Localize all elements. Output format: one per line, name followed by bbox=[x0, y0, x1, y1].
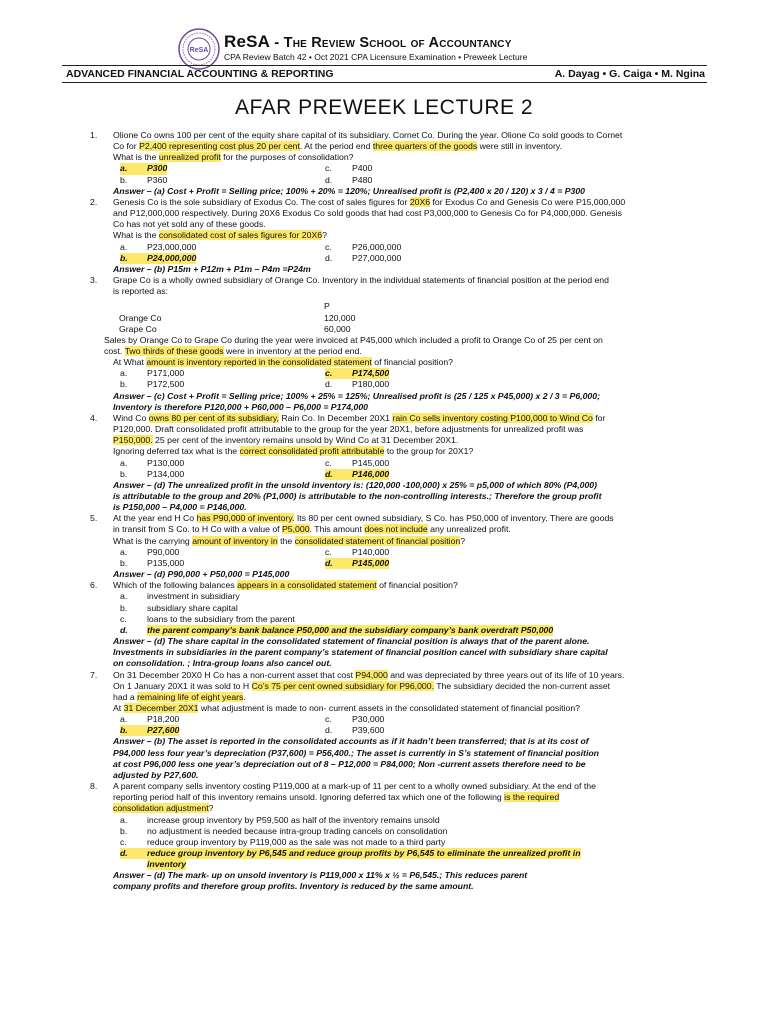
option-a: P23,000,000 bbox=[147, 241, 197, 252]
question-text: Co has not yet sold any of these goods. bbox=[113, 219, 266, 230]
answer-text: on consolidation. ; Intra-group loans also cancel out. bbox=[113, 658, 332, 669]
option-c: P400 bbox=[352, 163, 373, 174]
question-text: Wind Co owns 80 per cent of its subsidiary, Rain Co. In December 20X1 rain Co sells inventory costing P100,000 to Wind Co for bbox=[113, 412, 606, 423]
options-row: b. P134,000 d. P146,000 bbox=[120, 468, 390, 479]
question-3 bbox=[0, 275, 768, 413]
question-prompt: What is the unrealized profit for the purposes of consolidation? bbox=[113, 152, 354, 163]
options-row: a. P171,000 c. P174,500 bbox=[120, 368, 390, 379]
question-prompt: What is the carrying amount of inventory in the consolidated statement of financial position? bbox=[113, 535, 466, 546]
question-prompt: What is the consolidated cost of sales figures for 20X6? bbox=[113, 230, 327, 241]
option-b: P135,000 bbox=[147, 557, 185, 568]
question-text: and P12,000,000 respectively. During 20X6 Exodus Co sold goods that had cost P3,000,000 to Genesis Co for P4,000,000. Genesis bbox=[113, 208, 622, 219]
answer-text: Answer – (b) P15m + P12m + P1m – P4m =P24m bbox=[113, 263, 311, 274]
option-a: P90,000 bbox=[147, 546, 180, 557]
answer-text: Answer – (c) Cost + Profit = Selling price; 100% + 25% = 125%; Unrealised profit is (25 / 125 x P45,000) x 2 / 3 = P6,000; bbox=[113, 390, 600, 401]
answer-text: Answer – (a) Cost + Profit = Selling price; 100% + 20% = 120%; Unrealised profit is (P2,400 x 20 / 120) x 3 / 4 = P300 bbox=[113, 185, 585, 196]
option-b: P24,000,000 bbox=[147, 252, 197, 263]
question-text: On 1 January 20X1 it was sold to H Co’s 75 per cent owned subsidiary for P96,000. The subsidiary decided the non-current asset bbox=[113, 680, 611, 691]
question-text: Grape Co is a wholly owned subsidiary of Orange Co. Inventory in the individual statements of financial position at the period end bbox=[113, 275, 609, 286]
option-d: P180,000 bbox=[352, 379, 390, 390]
option-d: d. reduce group inventory by P6,545 and reduce group profits by P6,545 to eliminate the unrealized profit in bbox=[120, 848, 581, 858]
question-text: is reported as: bbox=[113, 286, 169, 297]
answer-text: Answer – (d) The unrealized profit in the unsold inventory is: (120,000 -100,000) x 25% = p5,000 of which 80% (P4,000) bbox=[113, 479, 597, 490]
question-prompt: At 31 December 20X1 what adjustment is made to non- current assets in the consolidated statement of financial position? bbox=[113, 702, 580, 713]
option-c: P174,500 bbox=[352, 368, 390, 379]
table-row: Grape Co 60,000 bbox=[119, 323, 351, 334]
question-text: Olione Co owns 100 per cent of the equity share capital of its subsidiary. Cornet Co. During the year. Olione Co sold goods to Cornet bbox=[113, 130, 623, 140]
options-row: b. P27,600 d. P39,600 bbox=[120, 725, 385, 736]
option-a: P300 bbox=[147, 163, 168, 174]
question-text: P150,000. 25 per cent of the inventory remains unsold by Wind Co at 31 December 20X1. bbox=[113, 435, 459, 446]
option-c: P145,000 bbox=[352, 457, 390, 468]
question-1 bbox=[0, 130, 768, 197]
option-d: P146,000 bbox=[352, 468, 390, 479]
option-c: P26,000,000 bbox=[352, 241, 402, 252]
answer-text: Answer – (d) The mark- up on unsold inventory is P119,000 x 11% x ½ = P6,545.; This reduces parent bbox=[113, 870, 528, 881]
answer-text: adjusted by P27,600. bbox=[113, 769, 199, 780]
option-a: a. investment in subsidiary bbox=[120, 591, 240, 602]
question-text: cost. Two thirds of these goods were in inventory at the period end. bbox=[104, 345, 362, 356]
course-name: ADVANCED FINANCIAL ACCOUNTING & REPORTING bbox=[66, 68, 334, 80]
option-d: d. the parent company’s bank balance P50,000 and the subsidiary company’s bank overdraft P50,000 bbox=[120, 624, 554, 635]
answer-text: is P150,000 – P4,000 = P146,000. bbox=[113, 502, 247, 513]
page-header bbox=[0, 0, 768, 88]
options-row: a. P130,000 c. P145,000 bbox=[120, 457, 390, 468]
question-number: 3. bbox=[90, 275, 98, 286]
options-row: a. P300 c. P400 bbox=[120, 163, 373, 174]
question-text: P120,000. Draft consolidated profit attributable to the group for the year 20X1, before adjustments for unrealized profit was bbox=[113, 424, 584, 435]
brand-title: ReSA - The Review School of Accountancy bbox=[224, 32, 512, 51]
question-prompt: At What amount is inventory reported in the consolidated statement of financial position? bbox=[113, 357, 453, 368]
question-8 bbox=[0, 781, 768, 893]
question-number: 8. bbox=[90, 781, 98, 792]
options-row: a. P23,000,000 c. P26,000,000 bbox=[120, 241, 402, 252]
question-number: 4. bbox=[90, 412, 98, 423]
question-text: had a remaining life of eight years. bbox=[113, 691, 246, 702]
option-a: P171,000 bbox=[147, 368, 185, 379]
options-row: b. P172,500 d. P180,000 bbox=[120, 379, 390, 390]
options-row: a. P18,200 c. P30,000 bbox=[120, 714, 385, 725]
option-b: P172,500 bbox=[147, 379, 185, 390]
option-c: P140,000 bbox=[352, 546, 390, 557]
option-d: P27,000,000 bbox=[352, 252, 402, 263]
answer-text: Answer – (b) The asset is reported in the consolidated accounts as if it hadn’t been transferred; that is at its cost of bbox=[113, 736, 589, 747]
option-d: P480 bbox=[352, 174, 373, 185]
question-4 bbox=[0, 413, 768, 513]
option-a: a. increase group inventory by P59,500 as half of the inventory remains unsold bbox=[120, 814, 440, 825]
answer-text: Answer – (d) The share capital in the consolidated statement of financial position is always that of the parent alone. bbox=[113, 636, 590, 647]
question-text: Sales by Orange Co to Grape Co during the year were invoiced at P45,000 which included a profit to Orange Co of 25 per cent on bbox=[104, 334, 603, 345]
question-text: Genesis Co is the sole subsidiary of Exodus Co. The cost of sales figures for 20X6 for Exodus Co and Genesis Co were P15,000,000 bbox=[113, 196, 626, 207]
answer-text: Answer – (d) P90,000 + P50,000 = P145,000 bbox=[113, 569, 290, 580]
option-b: b. no adjustment is needed because intra-group trading cancels on consolidation bbox=[120, 825, 448, 836]
option-d: P145,000 bbox=[352, 557, 390, 568]
question-number: 6. bbox=[90, 580, 98, 591]
question-text: reporting period half of this inventory remains unsold. Ignoring deferred tax which one of the following is the required bbox=[113, 792, 560, 803]
options-row: a. P90,000 c. P140,000 bbox=[120, 546, 390, 557]
question-number: 2. bbox=[90, 196, 98, 207]
authors: A. Dayag • G. Caiga • M. Ngina bbox=[554, 68, 705, 80]
question-text: At the year end H Co has P90,000 of inventory. Its 80 per cent owned subsidiary, S Co. has P50,000 of inventory. There are goods bbox=[113, 513, 614, 524]
question-text: A parent company sells inventory costing P119,000 at a mark-up of 11 per cent to a wholly owned subsidiary. At the end of the bbox=[113, 781, 596, 792]
answer-text: Investments in subsidiaries in the parent company’s statement of financial position cancel with subsidiary share capital bbox=[113, 647, 608, 658]
option-d-continued: inventory bbox=[147, 859, 187, 870]
options-row: b. P360 d. P480 bbox=[120, 174, 373, 185]
answer-text: company profits and therefore group profits. Inventory is reduced by the same amount. bbox=[113, 881, 474, 892]
brand-subline: CPA Review Batch 42 • Oct 2021 CPA Licensure Examination • Preweek Lecture bbox=[224, 52, 528, 62]
question-prompt: Which of the following balances appears in a consolidated statement of financial position? bbox=[113, 580, 458, 591]
answer-text: is attributable to the group and 20% (P1,000) is attributable to the non-controlling interests.; Therefore the group profit bbox=[113, 491, 602, 501]
svg-text:ReSA: ReSA bbox=[189, 47, 209, 54]
option-c: P30,000 bbox=[352, 714, 385, 725]
question-prompt: Ignoring deferred tax what is the correct consolidated profit attributable to the group for 20X1? bbox=[113, 446, 474, 457]
answer-text: at cost P96,000 less one year’s depreciation out of 8 – P12,000 = P84,000; Non -current assets therefore need to be bbox=[113, 758, 586, 769]
options-row: b. P135,000 d. P145,000 bbox=[120, 557, 390, 568]
option-a: P18,200 bbox=[147, 714, 180, 725]
page-title: AFAR PREWEEK LECTURE 2 bbox=[234, 96, 534, 119]
question-prompt: consolidation adjustment? bbox=[113, 803, 214, 814]
header-rule-top bbox=[62, 65, 707, 66]
resa-seal-logo bbox=[178, 28, 220, 70]
header-rule-bottom bbox=[62, 82, 707, 83]
answer-text: Inventory is therefore P120,000 + P60,000 – P6,000 = P174,000 bbox=[113, 401, 369, 412]
question-text: in transit from S Co. to H Co with a value of P5,000. This amount does not include any unrealized profit. bbox=[113, 524, 511, 535]
questions bbox=[0, 130, 768, 893]
question-7 bbox=[0, 670, 768, 782]
question-number: 5. bbox=[90, 513, 98, 524]
option-c: c. reduce group inventory by P119,000 as the sale was not made to a third party bbox=[120, 836, 446, 847]
options-row: b. P24,000,000 d. P27,000,000 bbox=[120, 252, 402, 263]
option-b: P27,600 bbox=[147, 725, 180, 736]
option-c: c. loans to the subsidiary from the parent bbox=[120, 613, 295, 624]
question-number: 1. bbox=[90, 130, 98, 140]
option-b: b. subsidiary share capital bbox=[120, 602, 238, 613]
option-b: P134,000 bbox=[147, 468, 185, 479]
question-6 bbox=[0, 580, 768, 669]
inventory-table-header: P bbox=[324, 301, 330, 312]
option-b: P360 bbox=[147, 174, 168, 185]
question-text: Co for P2,400 representing cost plus 20 per cent. At the period end three quarters of the goods were still in inventory. bbox=[113, 141, 562, 152]
question-number: 7. bbox=[90, 669, 98, 680]
question-2 bbox=[0, 197, 768, 275]
option-a: P130,000 bbox=[147, 457, 185, 468]
table-row: Orange Co 120,000 bbox=[119, 312, 356, 323]
option-d: P39,600 bbox=[352, 725, 385, 736]
answer-text: P94,000 less four year’s depreciation (P37,600) = P56,400.; The asset is currently in S’s statement of financial position bbox=[113, 747, 599, 758]
question-text: On 31 December 20X0 H Co has a non-current asset that cost P94,000 and was depreciated by three years out of its life of 10 years. bbox=[113, 669, 625, 680]
question-5 bbox=[0, 513, 768, 580]
